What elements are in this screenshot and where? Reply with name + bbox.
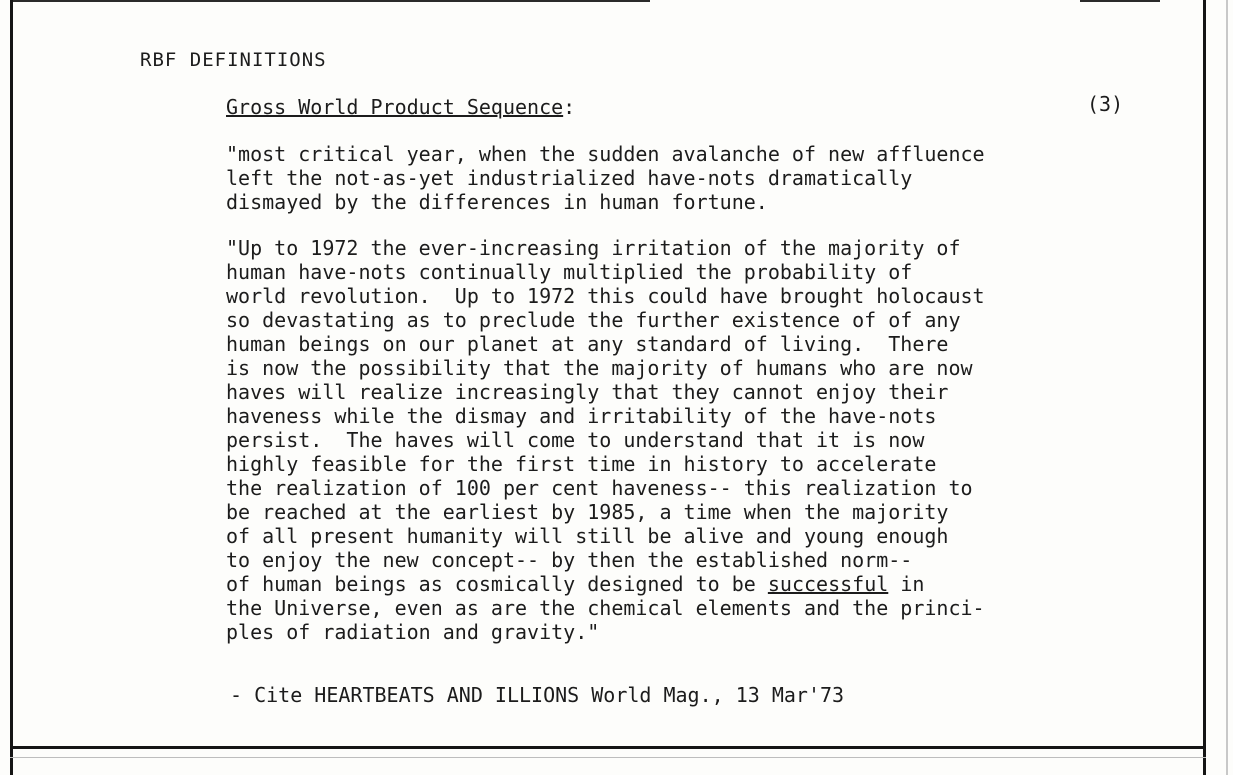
card-left-border (10, 0, 13, 775)
line15-text-before: of human beings as cosmically designed to be (226, 572, 768, 596)
line15-text-after: in (888, 572, 925, 596)
underlined-word-successful: successful (767, 572, 889, 596)
quote-paragraph-2 (226, 236, 985, 644)
quote2-line-15 (226, 572, 924, 596)
section-title-colon: : (563, 95, 576, 119)
quote2-line: world revolution. Up to 1972 this could have brought holocaust (226, 284, 985, 308)
quote2-line: highly feasible for the first time in history to accelerate (226, 452, 937, 476)
quote1-line: dismayed by the differences in human fortune. (226, 190, 768, 214)
quote2-line: of all present humanity will still be alive and young enough (226, 524, 949, 548)
quote2-line: haveness while the dismay and irritability of the have-nots (226, 404, 937, 428)
quote1-line: "most critical year, when the sudden avalanche of new affluence (226, 142, 985, 166)
quote2-line: to enjoy the new concept-- by then the established norm-- (226, 548, 913, 572)
card-top-border-right (1080, 0, 1160, 2)
quote2-line: haves will realize increasingly that they cannot enjoy their (226, 380, 949, 404)
section-heading (226, 95, 575, 119)
card-top-border-left (10, 0, 650, 2)
scan-edge-line (1226, 0, 1228, 775)
quote2-line: human beings on our planet at any standard of living. There (226, 332, 949, 356)
quote2-line: the realization of 100 per cent haveness-- this realization to (226, 476, 973, 500)
quote2-line: be reached at the earliest by 1985, a time when the majority (226, 500, 949, 524)
quote2-line: "Up to 1972 the ever-increasing irritation of the majority of (226, 236, 961, 260)
quote-paragraph-1 (226, 142, 985, 214)
next-card-edge (10, 757, 1206, 758)
card-bottom-border (10, 746, 1206, 749)
citation-line: - Cite HEARTBEATS AND ILLIONS World Mag., 13 Mar'73 (230, 683, 845, 707)
card-right-border (1203, 0, 1206, 775)
section-title: Gross World Product Sequence (226, 95, 564, 119)
page-number: (3) (1087, 92, 1124, 116)
quote2-line: human have-nots continually multiplied the probability of (226, 260, 913, 284)
quote2-line: so devastating as to preclude the further existence of of any (226, 308, 961, 332)
quote2-line: persist. The haves will come to understand that it is now (226, 428, 925, 452)
quote2-line: is now the possibility that the majority of humans who are now (226, 356, 973, 380)
quote1-line: left the not-as-yet industrialized have-nots dramatically (226, 166, 913, 190)
document-header: RBF DEFINITIONS (140, 49, 327, 71)
quote2-line: ples of radiation and gravity." (226, 620, 600, 644)
quote2-line: the Universe, even as are the chemical elements and the princi- (226, 596, 985, 620)
